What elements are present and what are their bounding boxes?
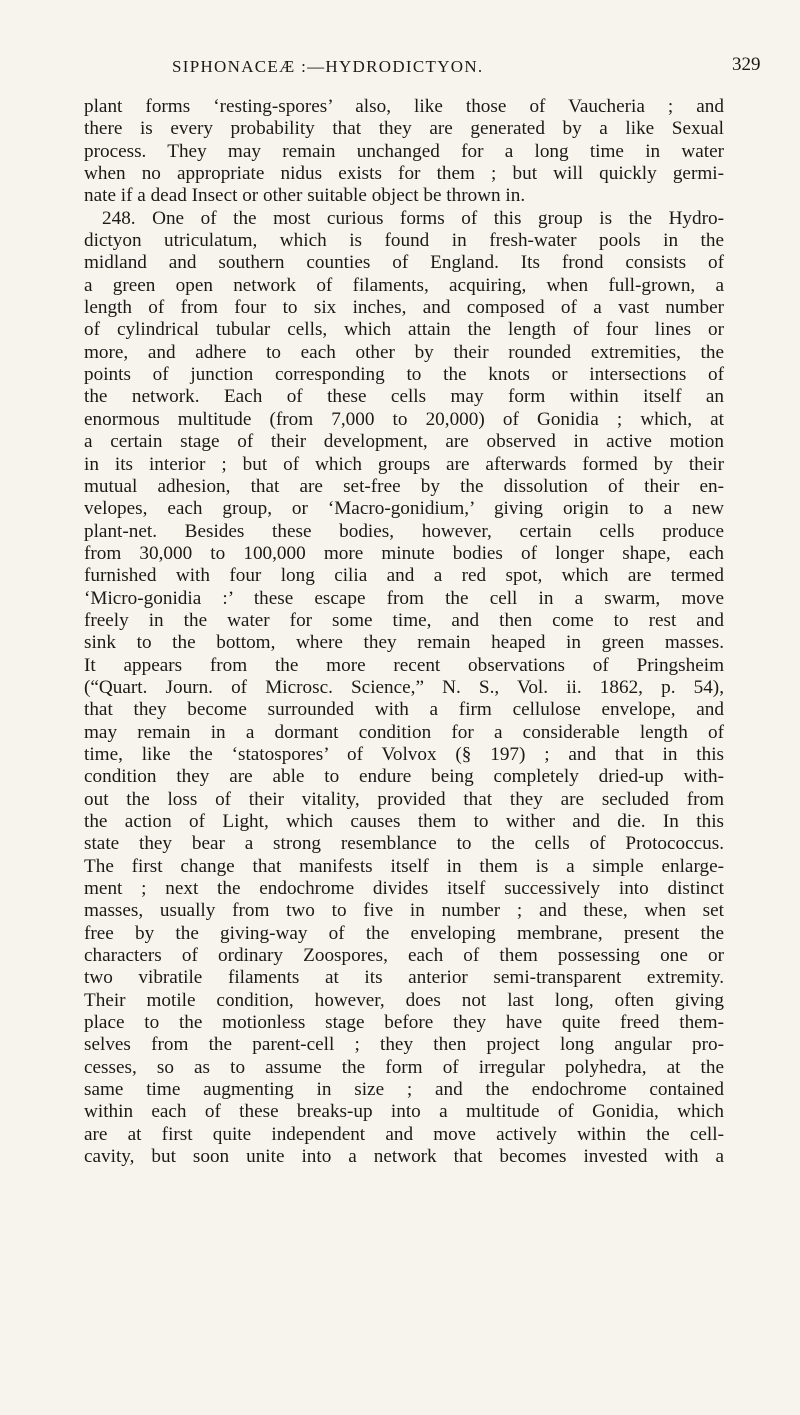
text-line: from 30,000 to 100,000 more minute bodies of longer shape, each (84, 542, 724, 564)
text-line: free by the giving-way of the enveloping membrane, present the (84, 922, 724, 944)
text-line: time, like the ‘statospores’ of Volvox (§ 197) ; and that in this (84, 743, 724, 765)
text-line: state they bear a strong resemblance to the cells of Protococcus. (84, 833, 724, 855)
text-line: dictyon utriculatum, which is found in fresh-water pools in the (84, 230, 724, 252)
text-line: ‘Micro-gonidia :’ these escape from the cell in a swarm, move (84, 587, 724, 609)
text-line: within each of these breaks-up into a multitude of Gonidia, which (84, 1101, 724, 1123)
text-line: condition they are able to endure being completely dried-up with- (84, 766, 724, 788)
text-line: same time augmenting in size ; and the endochrome contained (84, 1079, 724, 1101)
text-line: mutual adhesion, that are set-free by the dissolution of their en- (84, 475, 724, 497)
text-line: (“Quart. Journ. of Microsc. Science,” N. S., Vol. ii. 1862, p. 54), (84, 676, 724, 698)
text-line: a green open network of filaments, acquiring, when full-grown, a (84, 274, 724, 296)
text-line: characters of ordinary Zoospores, each of them possessing one or (84, 945, 724, 967)
text-line: place to the motionless stage before they have quite freed them- (84, 1012, 724, 1034)
text-line: length of from four to six inches, and composed of a vast number (84, 297, 724, 319)
page-number: 329 (732, 54, 761, 75)
text-line: out the loss of their vitality, provided that they are secluded from (84, 788, 724, 810)
text-line: points of junction corresponding to the knots or intersections of (84, 364, 724, 386)
text-line: sink to the bottom, where they remain heaped in green masses. (84, 632, 724, 654)
text-line: The first change that manifests itself in them is a simple enlarge- (84, 855, 724, 877)
text-line: cavity, but soon unite into a network that becomes invested with a (84, 1146, 724, 1168)
text-line: ment ; next the endochrome divides itself successively into distinct (84, 878, 724, 900)
text-line: selves from the parent-cell ; they then project long angular pro- (84, 1034, 724, 1056)
text-line: plant-net. Besides these bodies, however, certain cells produce (84, 520, 724, 542)
text-line: cesses, so as to assume the form of irregular polyhedra, at the (84, 1056, 724, 1078)
running-title: SIPHONACEÆ :—HYDRODICTYON. (172, 57, 484, 76)
text-line: that they become surrounded with a firm cellulose envelope, and (84, 699, 724, 721)
text-line: of cylindrical tubular cells, which attain the length of four lines or (84, 319, 724, 341)
text-line: It appears from the more recent observations of Pringsheim (84, 654, 724, 676)
text-line: may remain in a dormant condition for a considerable length of (84, 721, 724, 743)
text-line: 248. One of the most curious forms of this group is the Hydro- (102, 207, 724, 229)
text-line: more, and adhere to each other by their rounded extremities, the (84, 341, 724, 363)
text-line: process. They may remain unchanged for a long time in water (84, 140, 724, 162)
text-line: a certain stage of their development, are observed in active motion (84, 431, 724, 453)
text-line: plant forms ‘resting-spores’ also, like those of Vaucheria ; and (84, 96, 724, 117)
text-line: midland and southern counties of England. Its frond consists of (84, 252, 724, 274)
text-line: the network. Each of these cells may form within itself an (84, 386, 724, 408)
text-line: enormous multitude (from 7,000 to 20,000) of Gonidia ; which, at (84, 408, 724, 430)
text-line: two vibratile filaments at its anterior semi-transparent extremity. (84, 967, 724, 989)
text-line: masses, usually from two to five in number ; and these, when set (84, 900, 724, 922)
text-line: velopes, each group, or ‘Macro-gonidium,’ giving origin to a new (84, 498, 724, 520)
text-line: when no appropriate nidus exists for them ; but will quickly germi- (84, 163, 724, 185)
body-text (84, 96, 724, 1169)
text-line: Their motile condition, however, does not last long, often giving (84, 989, 724, 1011)
text-line: furnished with four long cilia and a red spot, which are termed (84, 565, 724, 587)
text-line: nate if a dead Insect or other suitable object be thrown in. (84, 185, 526, 207)
text-line: freely in the water for some time, and then come to rest and (84, 609, 724, 631)
text-line: in its interior ; but of which groups are afterwards formed by their (84, 453, 724, 475)
text-line: the action of Light, which causes them to wither and die. In this (84, 811, 724, 832)
text-line: there is every probability that they are generated by a like Sexual (84, 118, 724, 140)
text-line: are at first quite independent and move actively within the cell- (84, 1123, 724, 1145)
